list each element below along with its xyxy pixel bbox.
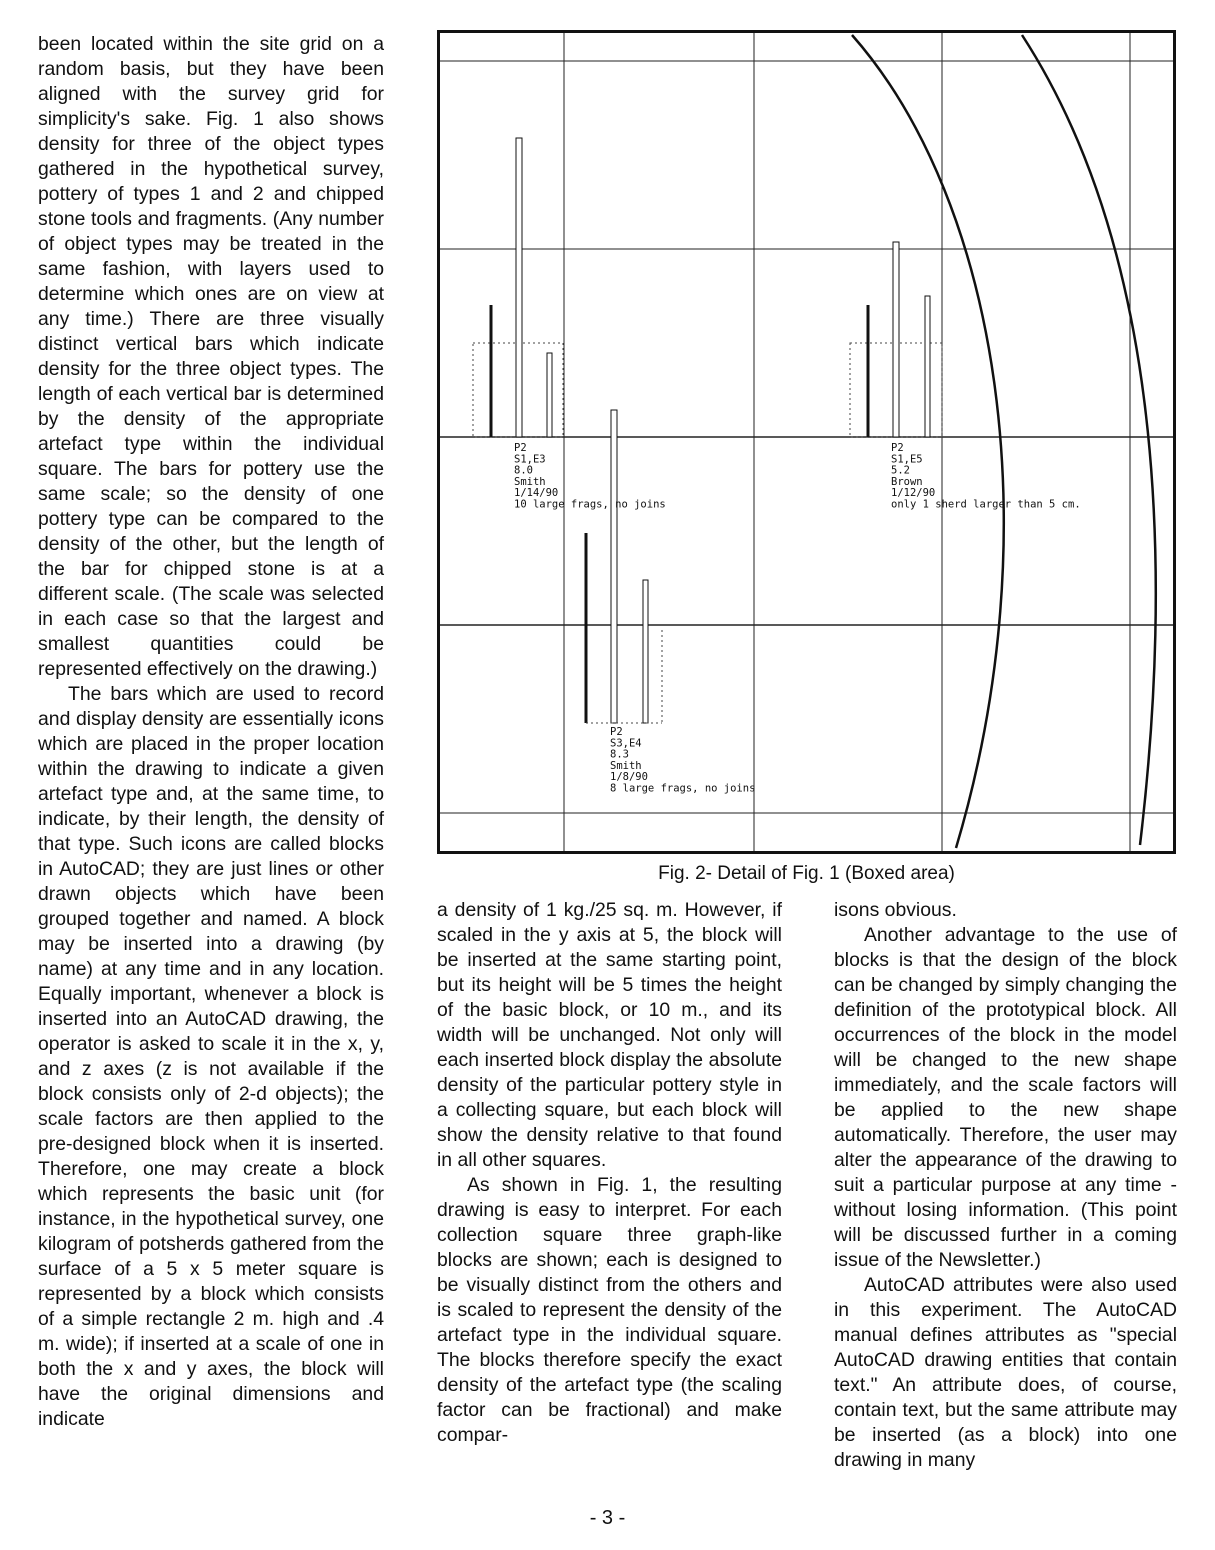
attribute-label-s3-e4: P2 S3,E4 8.3 Smith 1/8/90 8 large frags, no joins [610,726,756,795]
pottery-type-1-bar [893,242,899,437]
paragraph: a density of 1 kg./25 sq. m. However, if scaled in the y axis at 5, the block will be inserted at the same starting point, but its height will be 5 times the height of the basic block, or 10 m., and its width will be unchanged. Not only will each inserted block display the absolute density of the particular pottery style in a collecting square, but each block will show the density relative to that found in all other squares. [437,899,782,1171]
paragraph: isons obvious. [834,899,957,921]
paragraph: Another advantage to the use of blocks is that the design of the block can be changed by simply changing the definition of the prototypical block. All occurrences of the block in the model will be changed to the new shape immediately, and the scale factors will be applied to the new shape automatically. Therefore, the user may alter the appearance of the drawing to suit a particular purpose at any time - without losing information. (This point will be discussed further in a coming issue of the Newsletter.) [834,924,1177,1271]
density-blocks-s3-e4 [586,410,662,723]
density-blocks-s1-e3 [473,138,563,437]
pottery-type-2-bar [643,580,648,723]
boundary-arc-outer [1022,35,1156,845]
attribute-label-s1-e3: P2 S1,E3 8.0 Smith 1/14/90 10 large frags, no joins [514,442,666,511]
attribute-label-s1-e5: P2 S1,E5 5.2 Brown 1/12/90 only 1 sherd larger than 5 cm. [891,442,1081,511]
text-column-1 [38,32,384,1432]
pottery-type-1-bar [516,138,522,437]
survey-grid [440,33,1173,851]
paragraph: AutoCAD attributes were also used in this experiment. The AutoCAD manual defines attributes as "special AutoCAD drawing entities that contain text." An attribute does, of course, contain text, but the same attribute may be inserted (as a block) into one drawing in many [834,1274,1177,1471]
paragraph: As shown in Fig. 1, the resulting drawing is easy to interpret. For each collection square three graph-like blocks are shown; each is designed to be visually distinct from the others and is scaled to represent the density of the artefact type in the individual square. The blocks therefore specify the exact density of the artefact type (the scaling factor can be fractional) and make compar- [437,1174,782,1446]
paragraph: been located within the site grid on a random basis, but they have been aligned with the survey grid for simplicity's sake. Fig. 1 also shows density for three of the object types gathered in the hypothetical survey, pottery of types 1 and 2 and chipped stone tools and fragments. (Any number of object types may be treated in the same fashion, with layers used to determine which ones are on view at any time.) There are three visually distinct vertical bars which indicate density for the three object types. The length of each vertical bar is determined by the density of the appropriate artefact type within the individual square. The bars for pottery use the same scale; so the density of one pottery type can be compared to the density of the other, but the length of the bar for chipped stone is at a different scale. (The scale was selected in each case so that the largest and smallest quantities could be represented effectively on the drawing.) [38,33,384,680]
figure-2-drawing [437,30,1176,854]
text-column-2 [437,898,782,1448]
pottery-type-1-bar [611,410,617,723]
pottery-type-2-bar [547,353,552,437]
text-column-3 [834,898,1177,1473]
figure-caption: Fig. 2- Detail of Fig. 1 (Boxed area) [658,863,955,884]
boundary-arc-inner [852,35,1004,848]
page-number: - 3 - [589,1507,626,1529]
pottery-type-2-bar [925,296,930,437]
cad-drawing [440,33,1173,851]
paragraph: The bars which are used to record and display density are essentially icons which are placed in the proper location within the drawing to indicate a given artefact type and, at the same time, to indicate, by their length, the density of that type. Such icons are called blocks in AutoCAD; they are just lines or other drawn objects which have been grouped together and named. A block may be inserted into a drawing (by name) at any time and in any location. Equally important, whenever a block is inserted into an AutoCAD drawing, the operator is asked to scale it in the x, y, and z axes (z is not available if the block consists only of 2-d objects); the scale factors are then applied to the pre-designed block when it is inserted. Therefore, one may create a block which represents the basic unit (for instance, in the hypothetical survey, one kilogram of potsherds gathered from the surface of a 5 x 5 meter square is represented by a block which consists of a simple rectangle 2 m. high and .4 m. wide); if inserted at a scale of one in both the x and y axes, the block will have the original dimensions and indicate [38,683,384,1430]
density-blocks-s1-e5 [850,242,942,437]
